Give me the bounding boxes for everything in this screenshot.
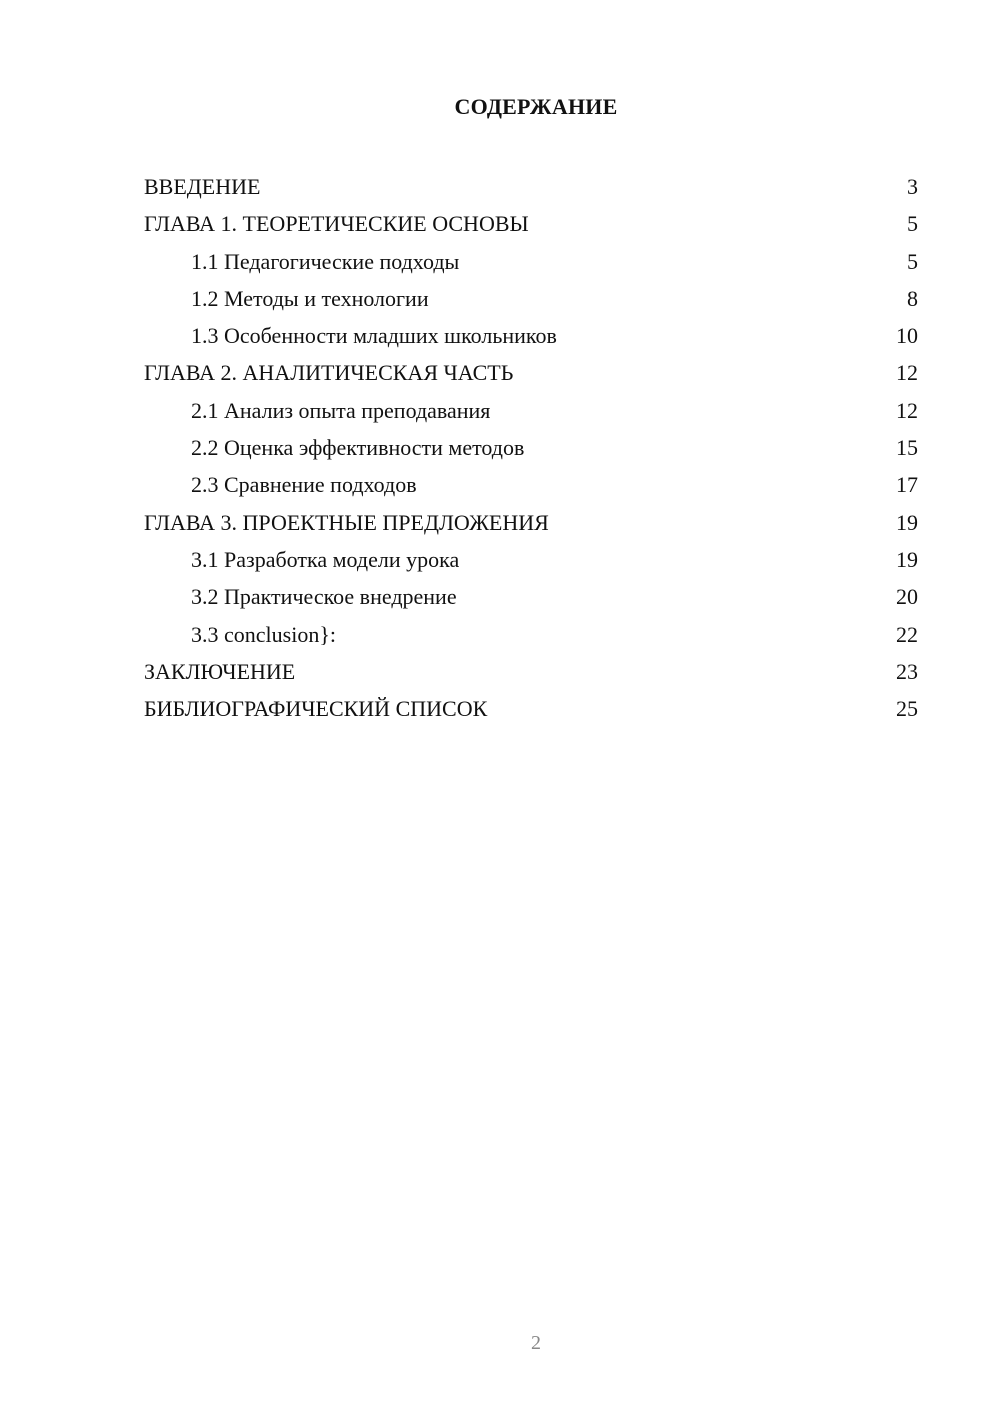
toc-entry-label: 2.3 Сравнение подходов [191,472,417,498]
toc-entry-bibliography [144,690,918,727]
toc-entry-introduction [144,168,918,205]
toc-entry-section-2-1 [144,392,918,429]
toc-entry-page: 25 [896,696,918,722]
toc-entry-section-3-3 [144,616,918,653]
toc-entry-label: 1.2 Методы и технологии [191,285,429,311]
toc-entry-page: 3 [907,174,918,199]
toc-entry-section-1-2 [144,280,918,317]
toc-entry-label: 3.1 Разработка модели урока [191,546,460,572]
toc-entry-page: 19 [896,509,918,535]
toc-entry-chapter-3 [144,504,918,541]
toc-entry-label: ВВЕДЕНИЕ [144,174,261,199]
toc-entry-label: ГЛАВА 2. АНАЛИТИЧЕСКАЯ ЧАСТЬ [144,360,514,386]
toc-entry-label: ЗАКЛЮЧЕНИЕ [144,658,296,684]
table-of-contents [144,168,918,727]
toc-entry-section-1-1 [144,243,918,280]
toc-entry-label: 2.1 Анализ опыта преподавания [191,397,491,423]
toc-entry-page: 8 [907,285,918,311]
toc-entry-chapter-2 [144,354,918,391]
toc-entry-page: 5 [907,248,918,274]
toc-entry-page: 12 [896,397,918,423]
toc-entry-page: 23 [896,658,918,684]
toc-entry-label: 3.2 Практическое внедрение [191,584,457,610]
toc-entry-label: ГЛАВА 1. ТЕОРЕТИЧЕСКИЕ ОСНОВЫ [144,211,529,237]
toc-entry-section-1-3 [144,317,918,354]
toc-entry-page: 5 [907,211,918,237]
toc-entry-label: 1.3 Особенности младших школьников [191,323,557,349]
toc-entry-label: 2.2 Оценка эффективности методов [191,435,525,461]
toc-entry-section-2-2 [144,429,918,466]
toc-entry-page: 10 [896,323,918,349]
page-title: СОДЕРЖАНИЕ [454,94,618,119]
toc-entry-label: 1.1 Педагогические подходы [191,248,460,274]
toc-entry-section-3-1 [144,541,918,578]
toc-entry-page: 22 [896,621,918,647]
toc-entry-page: 15 [896,435,918,461]
toc-entry-label: ГЛАВА 3. ПРОЕКТНЫЕ ПРЕДЛОЖЕНИЯ [144,509,549,535]
toc-entry-page: 19 [896,546,918,572]
toc-entry-label: БИБЛИОГРАФИЧЕСКИЙ СПИСОК [144,696,488,722]
toc-entry-page: 20 [896,584,918,610]
toc-entry-label: 3.3 conclusion}: [191,621,336,647]
toc-entry-page: 17 [896,472,918,498]
toc-entry-section-3-2 [144,578,918,615]
page-number: 2 [531,1332,541,1354]
toc-entry-page: 12 [896,360,918,386]
toc-entry-section-2-3 [144,466,918,503]
toc-entry-conclusion [144,653,918,690]
toc-entry-chapter-1 [144,205,918,242]
